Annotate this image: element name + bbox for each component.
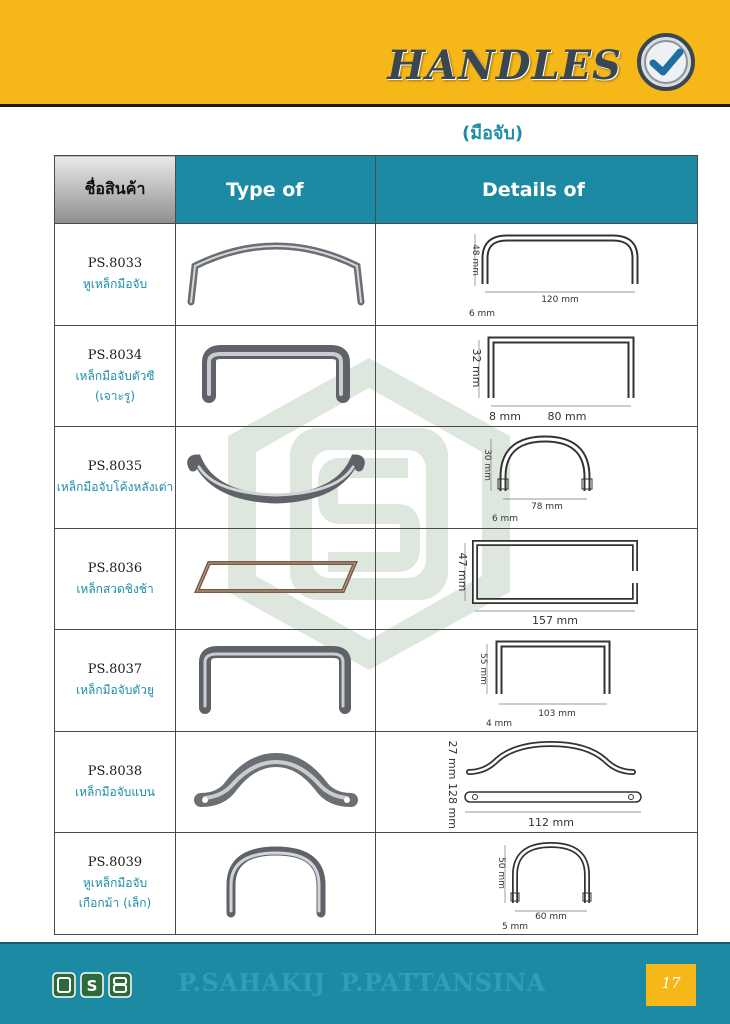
product-table <box>54 155 698 935</box>
dim-label: 157 mm <box>531 613 578 627</box>
table-row <box>55 833 698 935</box>
page-title: HANDLES <box>387 42 622 89</box>
product-description: เหล็กสวดชิงช้า <box>76 581 154 596</box>
product-description: เหล็กมือจับโค้งหลังเต่า <box>56 480 174 495</box>
dim-label: 60 mm <box>534 912 567 923</box>
product-description: เหล็กมือจับแบน <box>75 784 155 799</box>
table-row <box>55 224 698 326</box>
product-code: PS.8038 <box>87 763 143 779</box>
dim-label: 50 mm <box>495 857 506 890</box>
page-number: 17 <box>661 974 681 992</box>
dim-label: 47 mm <box>455 552 469 592</box>
dim-label: 128 mm <box>445 782 459 829</box>
dimension-drawing <box>387 531 687 627</box>
checkmark-badge-icon <box>636 32 696 92</box>
handle-photo <box>181 234 371 314</box>
dim-label: 5 mm <box>501 922 528 932</box>
product-code: PS.8034 <box>87 347 143 363</box>
product-code: PS.8033 <box>87 256 143 272</box>
product-description: หูเหล็กมือจับ <box>82 277 148 292</box>
header-type: Type of <box>176 156 376 224</box>
dim-label: 55 mm <box>477 653 488 686</box>
dim-label: 6 mm <box>491 514 518 525</box>
dimension-drawing <box>387 226 687 322</box>
header-divider <box>0 104 730 107</box>
dimension-drawing <box>387 835 687 931</box>
dim-label: 120 mm <box>540 295 579 306</box>
product-description: (เจาะรู) <box>94 388 136 403</box>
product-code: PS.8035 <box>87 459 143 475</box>
dim-label: 112 mm <box>527 815 574 829</box>
table-row <box>55 325 698 427</box>
dimension-drawing <box>387 328 687 424</box>
product-code: PS.8037 <box>87 662 143 678</box>
dim-label: 6 mm <box>468 309 495 320</box>
dim-label: 4 mm <box>485 719 512 729</box>
dim-label: 103 mm <box>537 709 576 720</box>
handle-photo <box>181 539 371 619</box>
table-row <box>55 427 698 529</box>
dimension-drawing <box>387 429 687 525</box>
product-code: PS.8036 <box>87 560 143 576</box>
header-name: ชื่อสินค้า <box>55 156 176 224</box>
table-row <box>55 731 698 833</box>
table-row <box>55 528 698 630</box>
product-code: PS.8039 <box>87 855 143 871</box>
dim-label: 8 mm <box>488 409 521 423</box>
product-description: หูเหล็กมือจับ <box>82 876 148 891</box>
handle-photo <box>181 336 371 416</box>
page-subtitle: (มือจับ) <box>462 123 524 144</box>
product-description: เหล็กมือจับตัวซี <box>75 368 155 383</box>
table-row <box>55 630 698 732</box>
handle-photo <box>181 843 371 923</box>
dim-label: 27 mm <box>445 740 459 780</box>
dimension-drawing <box>387 632 687 728</box>
handle-photo <box>181 742 371 822</box>
dimension-drawing <box>387 734 687 830</box>
handle-photo <box>181 640 371 720</box>
dim-label: 30 mm <box>481 449 492 482</box>
product-description: เกือกม้า (เล็ก) <box>78 896 152 911</box>
handle-photo <box>181 437 371 517</box>
logo-letter: S <box>86 977 98 995</box>
header-details: Details of <box>376 156 698 224</box>
dim-label: 48 mm <box>469 244 480 277</box>
dim-label: 78 mm <box>530 502 563 513</box>
company-logos <box>52 972 132 998</box>
product-description: เหล็กมือจับตัวยู <box>76 683 154 698</box>
dim-label: 80 mm <box>547 409 586 423</box>
dim-label: 32 mm <box>469 348 483 388</box>
company-name: P.SAHAKIJ P.PATTANSINA <box>178 968 546 997</box>
